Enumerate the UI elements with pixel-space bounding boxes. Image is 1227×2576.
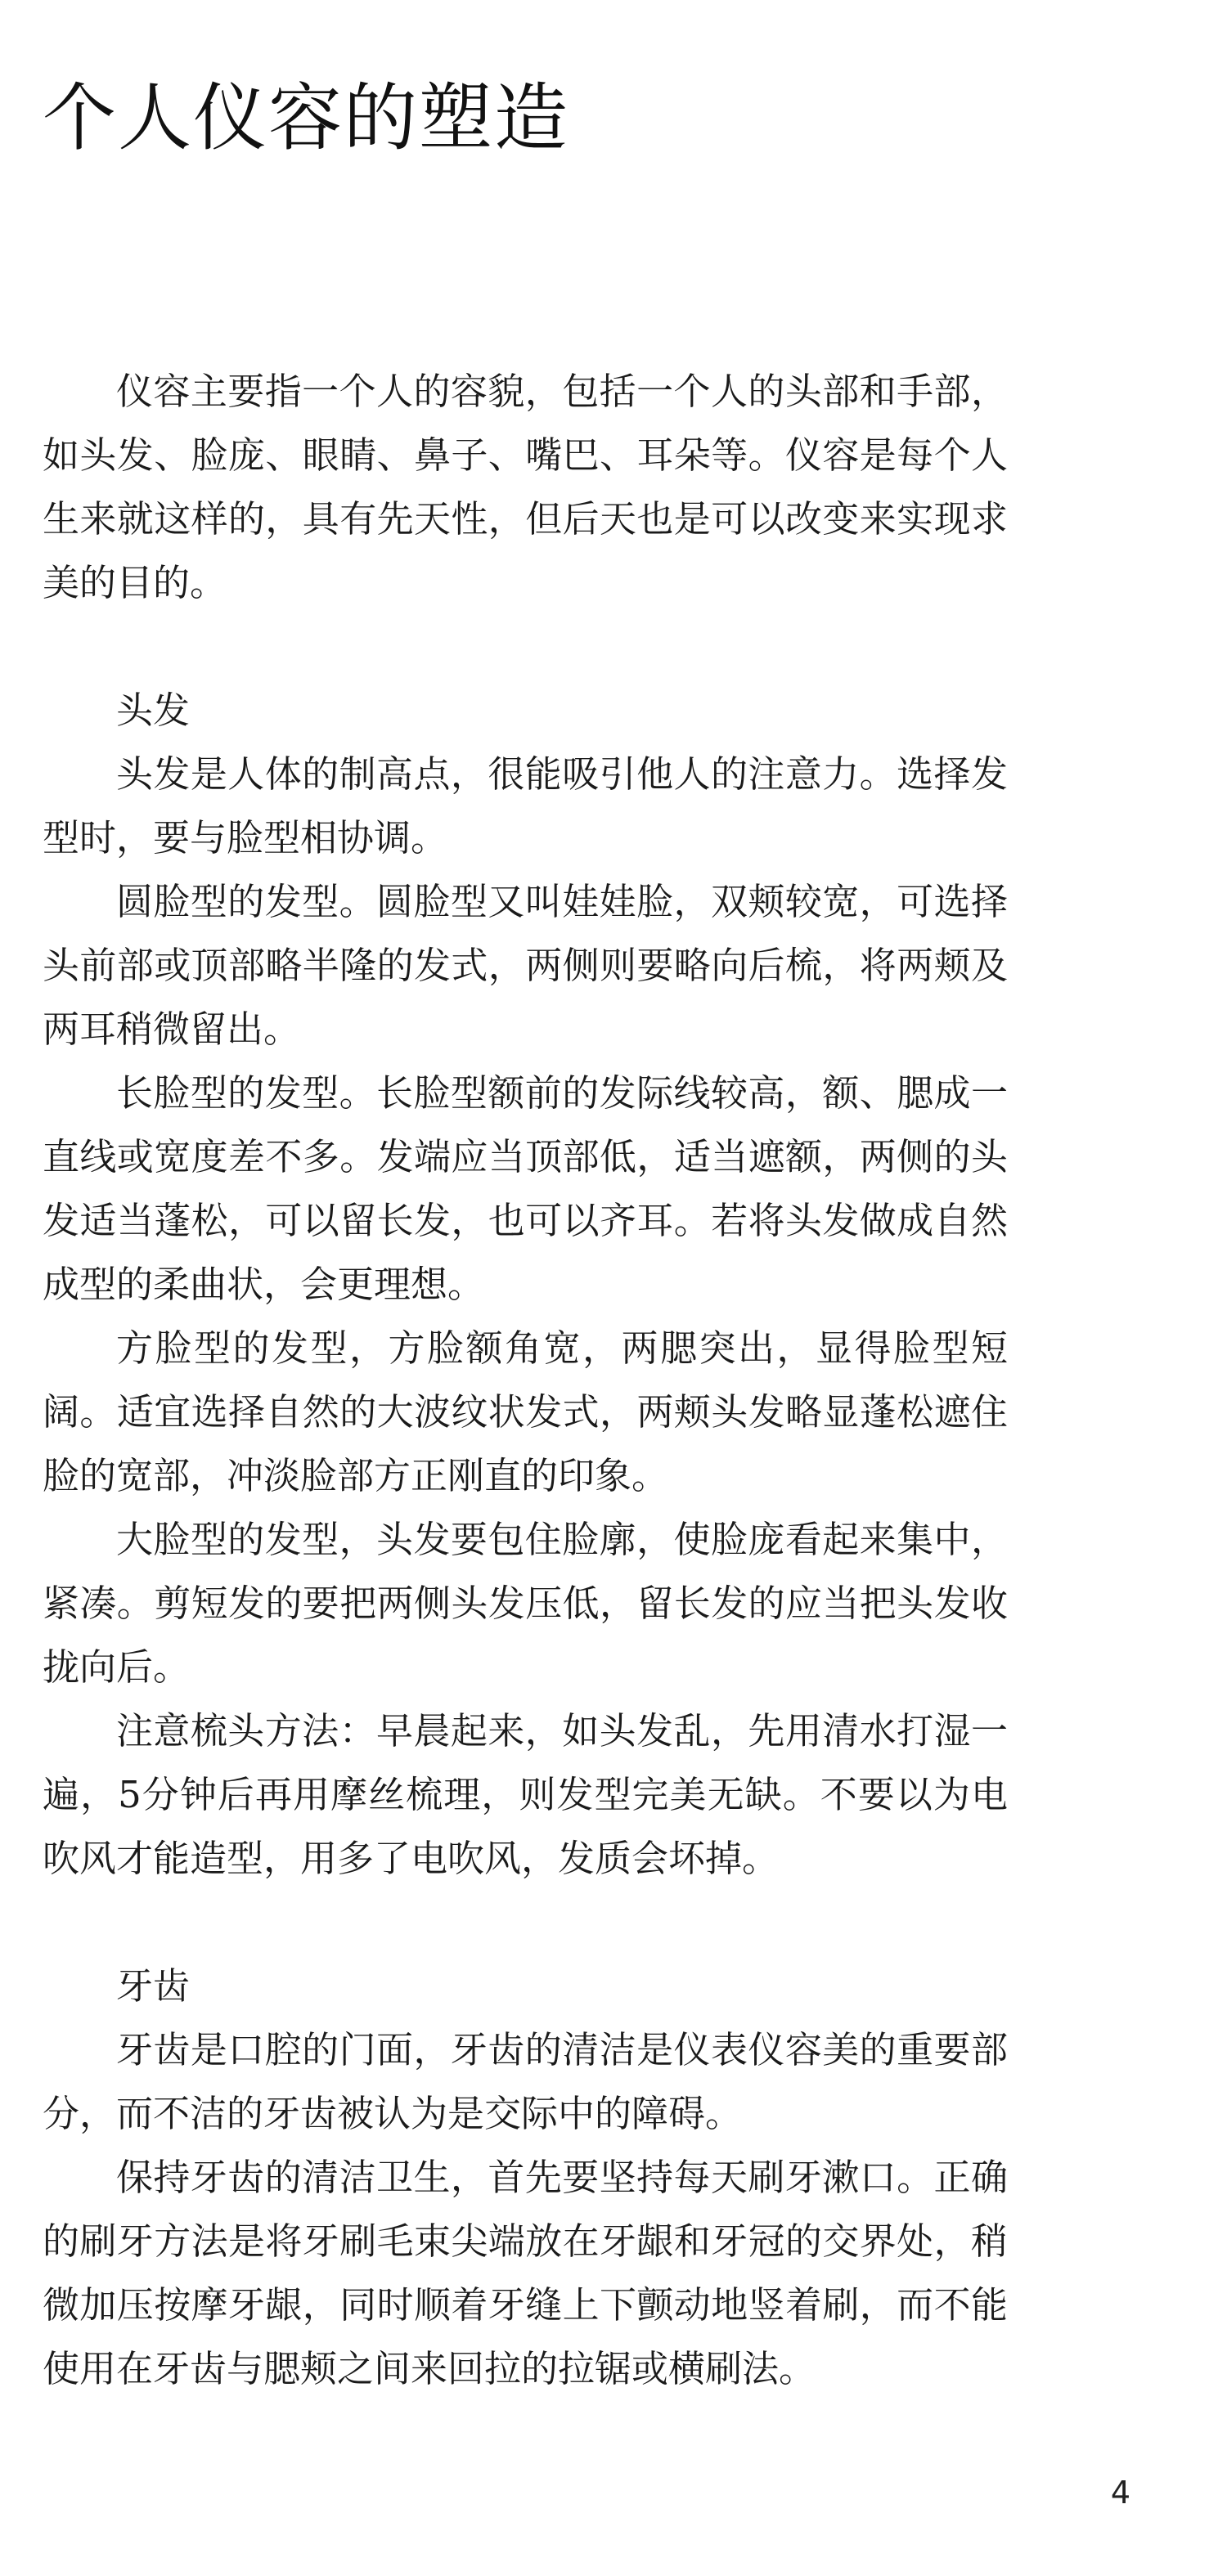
page-number: 4 [1110, 2475, 1131, 2511]
hair-paragraph: 圆脸型的发型。圆脸型又叫娃娃脸，双颊较宽，可选择头前部或顶部略半隆的发式，两侧则要略向后梳，将两颊及两耳稍微留出。 [43, 880, 1008, 1051]
hair-paragraph: 长脸型的发型。长脸型额前的发际线较高，额、腮成一直线或宽度差不多。发端应当顶部低，适当遮额，两侧的头发适当蓬松，可以留长发，也可以齐耳。若将头发做成自然成型的柔曲状，会更理想。 [43, 1071, 1008, 1306]
hair-paragraph: 注意梳头方法：早晨起来，如头发乱，先用清水打湿一遍，5分钟后再用摩丝梳理，则发型完美无缺。不要以为电吹风才能造型，用多了电吹风，发质会坏掉。 [43, 1709, 1008, 1880]
hair-paragraph: 头发是人体的制高点，很能吸引他人的注意力。选择发型时，要与脸型相协调。 [43, 752, 1008, 859]
teeth-paragraph: 牙齿是口腔的门面，牙齿的清洁是仪表仪容美的重要部分，而不洁的牙齿被认为是交际中的障碍。 [43, 2028, 1008, 2135]
teeth-paragraph: 保持牙齿的清洁卫生，首先要坚持每天刷牙漱口。正确的刷牙方法是将牙刷毛束尖端放在牙龈和牙冠的交界处，稍微加压按摩牙龈，同时顺着牙缝上下颤动地竖着刷，而不能使用在牙齿与腮颊之间来回拉的拉锯或横刷法。 [43, 2156, 1008, 2390]
page-title: 个人仪容的塑造 [43, 75, 569, 161]
hair-paragraph: 大脸型的发型，头发要包住脸廓，使脸庞看起来集中，紧凑。剪短发的要把两侧头发压低，留长发的应当把头发收拢向后。 [43, 1518, 1008, 1689]
article-body [43, 360, 1008, 2401]
section-heading-hair: 头发 [116, 689, 191, 732]
intro-paragraph: 仪容主要指一个人的容貌，包括一个人的头部和手部，如头发、脸庞、眼睛、鼻子、嘴巴、耳朵等。仪容是每个人生来就这样的，具有先天性，但后天也是可以改变来实现求美的目的。 [43, 370, 1008, 604]
hair-paragraph: 方脸型的发型，方脸额角宽，两腮突出，显得脸型短阔。适宜选择自然的大波纹状发式，两颊头发略显蓬松遮住脸的宽部，冲淡脸部方正刚直的印象。 [43, 1326, 1008, 1497]
section-heading-teeth: 牙齿 [116, 1964, 191, 2008]
